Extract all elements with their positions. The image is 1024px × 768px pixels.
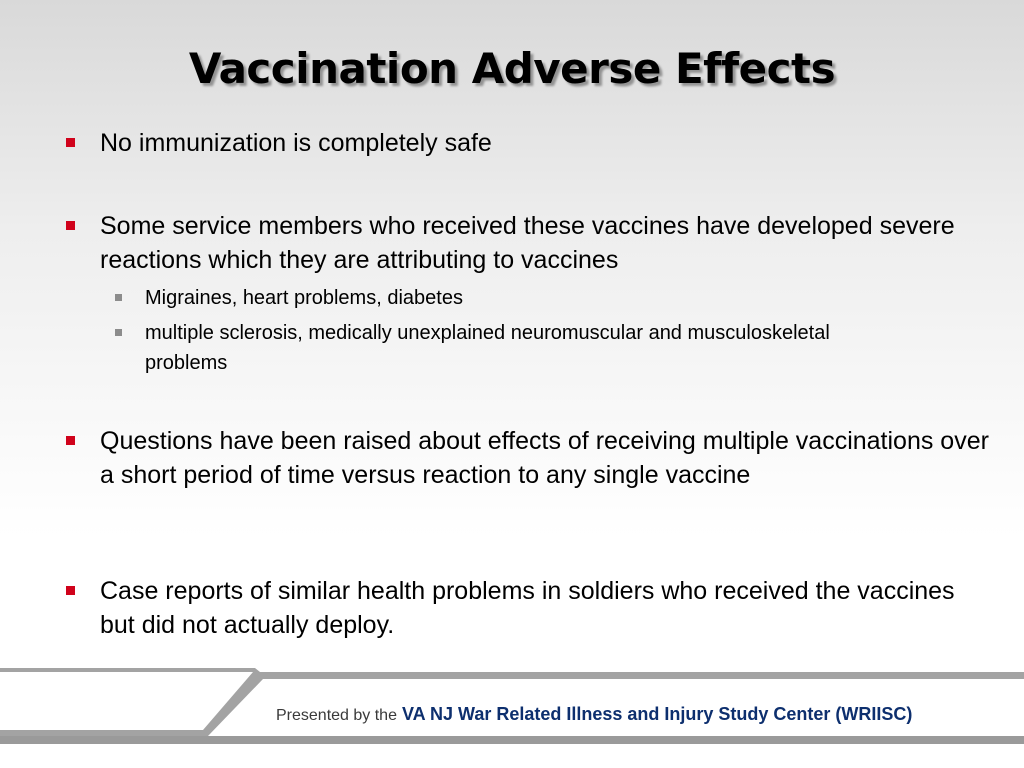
bullet-text: Questions have been raised about effects of receiving multiple vaccinations over a short period of time versus reaction to any single vaccine <box>100 427 989 489</box>
bullet-text: Some service members who received these vaccines have developed severe reactions which they are attributing to vaccines <box>100 212 955 274</box>
footer-organization: VA NJ War Related Illness and Injury Study Center (WRIISC) <box>401 704 913 724</box>
footer-prefix: Presented by the <box>276 707 397 724</box>
footer-base <box>0 744 1024 768</box>
sub-bullet-text: multiple sclerosis, medically unexplained neuromuscular and musculoskeletal problems <box>145 322 830 374</box>
bullet-text: Case reports of similar health problems in soldiers who received the vaccines but did not actually deploy. <box>100 577 955 639</box>
footer-bottom-bar <box>0 736 1024 744</box>
slide-title: Vaccination Adverse Effects <box>188 44 836 93</box>
bullet-text: No immunization is completely safe <box>100 129 492 157</box>
footer-credit <box>276 704 912 725</box>
sub-bullet-text: Migraines, heart problems, diabetes <box>145 287 463 309</box>
